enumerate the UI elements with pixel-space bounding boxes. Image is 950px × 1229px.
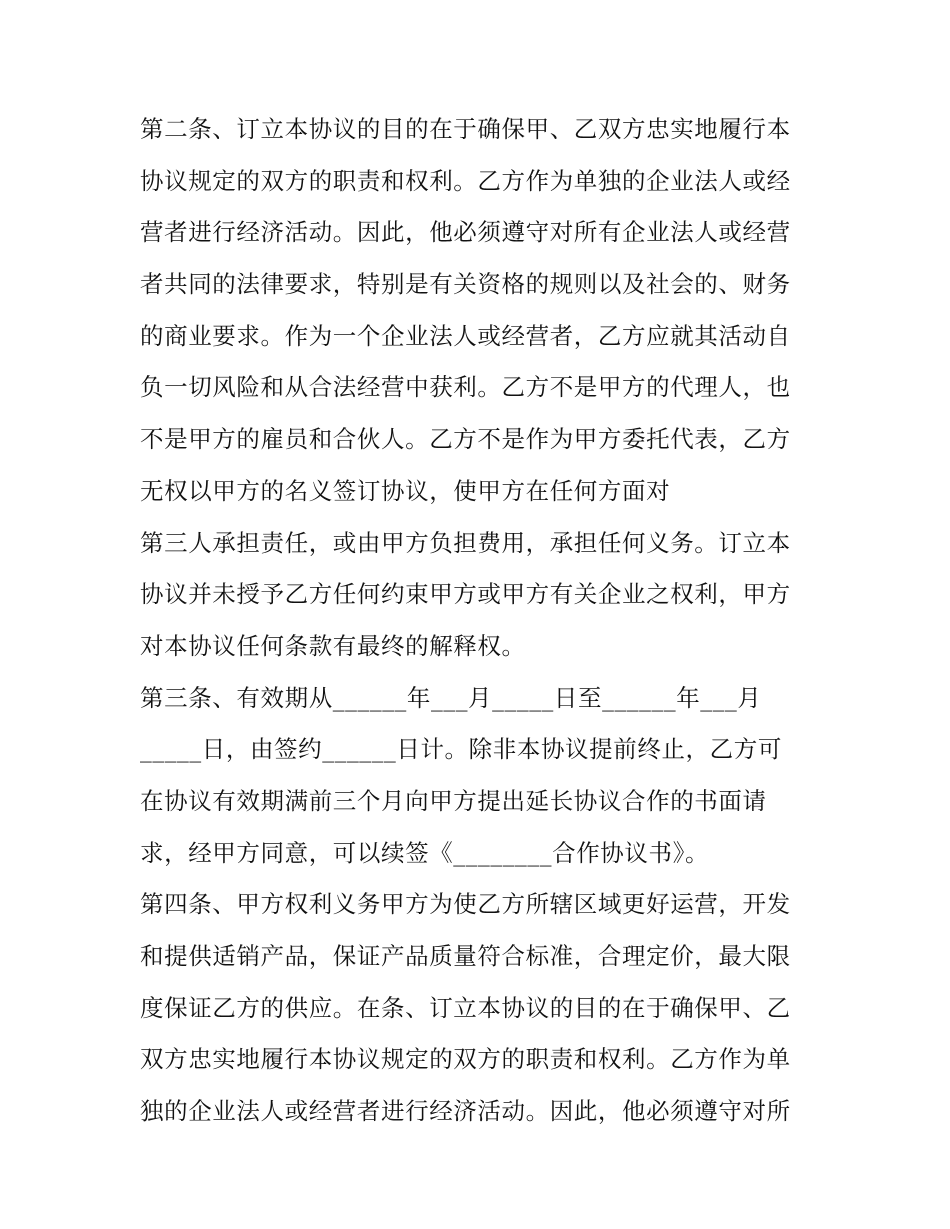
text-line: 度保证乙方的供应。在条、订立本协议的目的在于确保甲、乙	[140, 993, 791, 1022]
text-line: 协议并未授予乙方任何约束甲方或甲方有关企业之权利，甲方	[140, 580, 791, 609]
text-line: 负一切风险和从合法经营中获利。乙方不是甲方的代理人，也	[140, 373, 791, 402]
text-line: 在协议有效期满前三个月向甲方提出延长协议合作的书面请	[140, 786, 767, 815]
document-body	[140, 104, 820, 1138]
text-line: 的商业要求。作为一个企业法人或经营者，乙方应就其活动自	[140, 321, 791, 350]
text-line: 双方忠实地履行本协议规定的双方的职责和权利。乙方作为单	[140, 1045, 791, 1074]
text-line: 营者进行经济活动。因此，他必须遵守对所有企业法人或经营	[140, 218, 791, 247]
text-line: 第二条、订立本协议的目的在于确保甲、乙双方忠实地履行本	[140, 115, 791, 143]
text-line: 对本协议任何条款有最终的解释权。	[140, 631, 526, 660]
text-line: 协议规定的双方的职责和权利。乙方作为单独的企业法人或经	[140, 166, 791, 195]
text-line: 独的企业法人或经营者进行经济活动。因此，他必须遵守对所	[140, 1097, 791, 1126]
text-line: _____日，由签约______日计。除非本协议提前终止，乙方可	[140, 735, 782, 764]
text-line: 求，经甲方同意，可以续签《________合作协议书》。	[140, 838, 710, 867]
text-line: 无权以甲方的名义签订协议，使甲方在任何方面对	[140, 476, 671, 505]
text-line: 第三条、有效期从______年___月_____日至______年___月	[140, 683, 762, 712]
text-line: 第四条、甲方权利义务甲方为使乙方所辖区域更好运营，开发	[140, 890, 791, 919]
text-line: 不是甲方的雇员和合伙人。乙方不是作为甲方委托代表，乙方	[140, 425, 791, 454]
text-line: 者共同的法律要求，特别是有关资格的规则以及社会的、财务	[140, 270, 791, 299]
text-line: 第三人承担责任，或由甲方负担费用，承担任何义务。订立本	[140, 528, 791, 557]
text-line: 和提供适销产品，保证产品质量符合标准，合理定价，最大限	[140, 942, 791, 970]
